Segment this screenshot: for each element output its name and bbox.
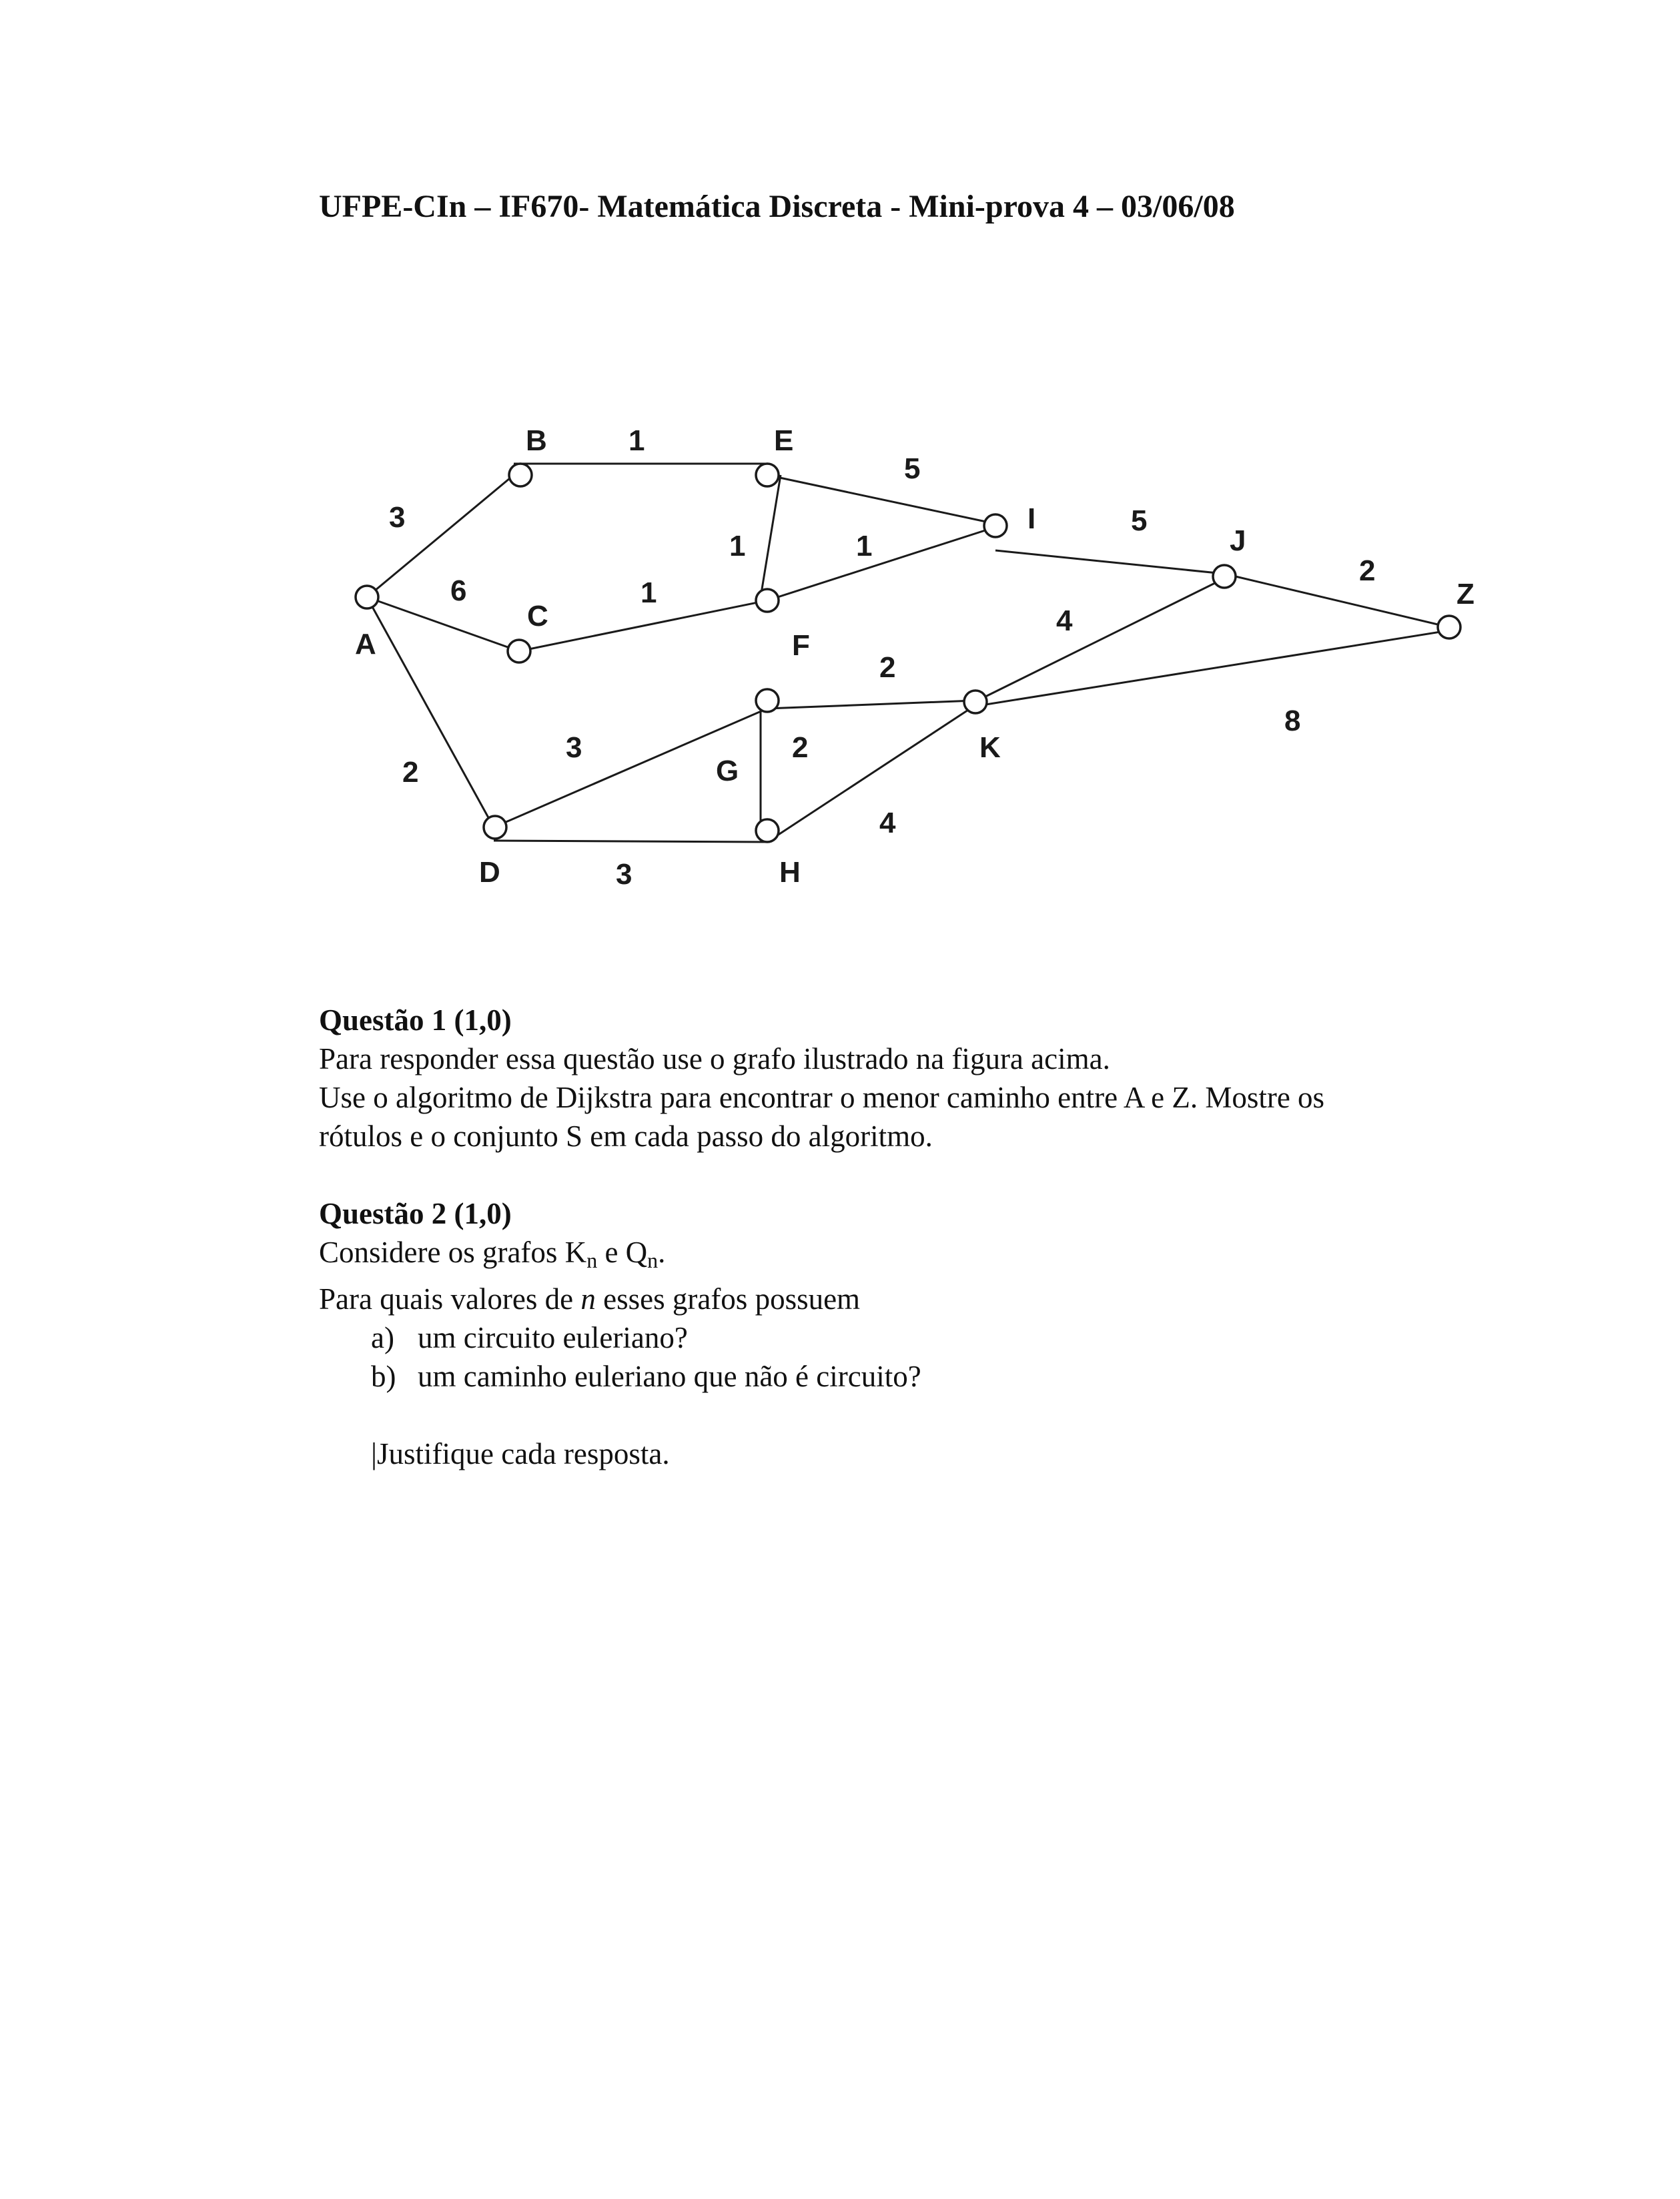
edge-k-j: [977, 578, 1224, 701]
intro-suffix: .: [658, 1236, 666, 1269]
weight-f-i: 1: [856, 530, 873, 562]
node-c: [508, 640, 530, 663]
weight-i-j: 5: [1131, 504, 1148, 537]
edge-d-h: [494, 841, 767, 842]
question-1-line-1: Para responder essa questão use o grafo ilustrado na figura acima.: [319, 1042, 1110, 1075]
node-i: [984, 514, 1007, 537]
question-2-title: Questão 2 (1,0): [319, 1197, 512, 1230]
node-label-k: K: [979, 731, 1001, 764]
intro-prefix: Considere os grafos K: [319, 1236, 587, 1269]
edge-a-b: [367, 475, 514, 597]
weight-b-e: 1: [628, 424, 645, 457]
question-2-option-a: [319, 1318, 1324, 1357]
question-1-title: Questão 1 (1,0): [319, 1003, 512, 1037]
question-1: [319, 1001, 1324, 1156]
edge-g-k: [767, 701, 974, 709]
node-label-z: Z: [1456, 578, 1475, 610]
edge-a-c: [367, 597, 519, 651]
node-e: [756, 464, 779, 486]
node-label-b: B: [526, 424, 547, 457]
edge-a-d: [367, 597, 494, 827]
node-k: [964, 691, 987, 713]
weight-c-f: 1: [641, 576, 657, 609]
option-b-letter: b): [371, 1360, 396, 1393]
question-2: [319, 1194, 1324, 1473]
weight-d-g: 3: [566, 731, 582, 764]
option-a-text: um circuito euleriano?: [418, 1321, 688, 1354]
option-b-text: um caminho euleriano que não é circuito?: [418, 1360, 921, 1393]
weight-d-h: 3: [616, 858, 633, 891]
node-f: [756, 589, 779, 612]
question-2-intro: [319, 1233, 1324, 1280]
question-2-justify: |Justifique cada resposta.: [371, 1437, 670, 1470]
node-label-j: J: [1230, 524, 1246, 557]
weight-k-j: 4: [1056, 604, 1073, 637]
node-z: [1438, 616, 1460, 638]
node-label-i: I: [1027, 502, 1036, 535]
edge-h-k: [767, 704, 977, 842]
question-1-line-2: Use o algoritmo de Dijkstra para encontrar o menor caminho entre A e Z. Mostre os: [319, 1081, 1325, 1114]
weight-k-z: 8: [1284, 705, 1301, 737]
weight-g-k: 2: [879, 651, 896, 684]
edge-j-z: [1224, 574, 1449, 627]
node-label-g: G: [716, 755, 739, 787]
question-2-prompt: [319, 1280, 1324, 1318]
intro-mid: e Q: [597, 1236, 648, 1269]
questions-section: [319, 1001, 1324, 1473]
prompt-variable: n: [580, 1282, 596, 1316]
edge-f-i: [767, 527, 995, 600]
weight-j-z: 2: [1359, 554, 1376, 587]
weight-e-f: 1: [729, 530, 746, 562]
prompt-prefix: Para quais valores de: [319, 1282, 581, 1316]
node-h: [756, 819, 779, 842]
weight-g-h: 2: [792, 731, 809, 764]
option-a-letter: a): [371, 1321, 394, 1354]
question-1-line-3: rótulos e o conjunto S em cada passo do algoritmo.: [319, 1120, 933, 1153]
exam-header: UFPE-CIn – IF670- Matemática Discreta - Mini-prova 4 – 03/06/08: [319, 189, 1235, 224]
edge-i-j: [995, 550, 1224, 574]
node-b: [509, 464, 532, 486]
weight-a-c: 6: [450, 574, 467, 607]
edge-e-f: [761, 475, 781, 597]
weight-a-d: 2: [402, 756, 419, 789]
question-2-option-b: [319, 1357, 1324, 1396]
node-label-f: F: [792, 629, 810, 662]
edge-k-z: [977, 630, 1449, 706]
node-g: [756, 689, 779, 712]
prompt-suffix: esses grafos possuem: [595, 1282, 861, 1316]
q-subscript: n: [647, 1248, 659, 1272]
node-j: [1213, 565, 1236, 588]
node-label-h: H: [779, 856, 801, 889]
node-label-d: D: [479, 856, 500, 889]
weighted-graph: [0, 0, 1680, 934]
node-label-a: A: [355, 628, 376, 661]
node-d: [484, 816, 506, 839]
node-label-c: C: [527, 600, 548, 632]
k-subscript: n: [586, 1248, 598, 1272]
weight-a-b: 3: [389, 501, 406, 534]
edge-e-i: [767, 475, 995, 524]
weight-e-i: 5: [904, 452, 921, 485]
node-a: [356, 586, 378, 608]
weight-h-k: 4: [879, 807, 896, 839]
node-label-e: E: [774, 424, 794, 457]
